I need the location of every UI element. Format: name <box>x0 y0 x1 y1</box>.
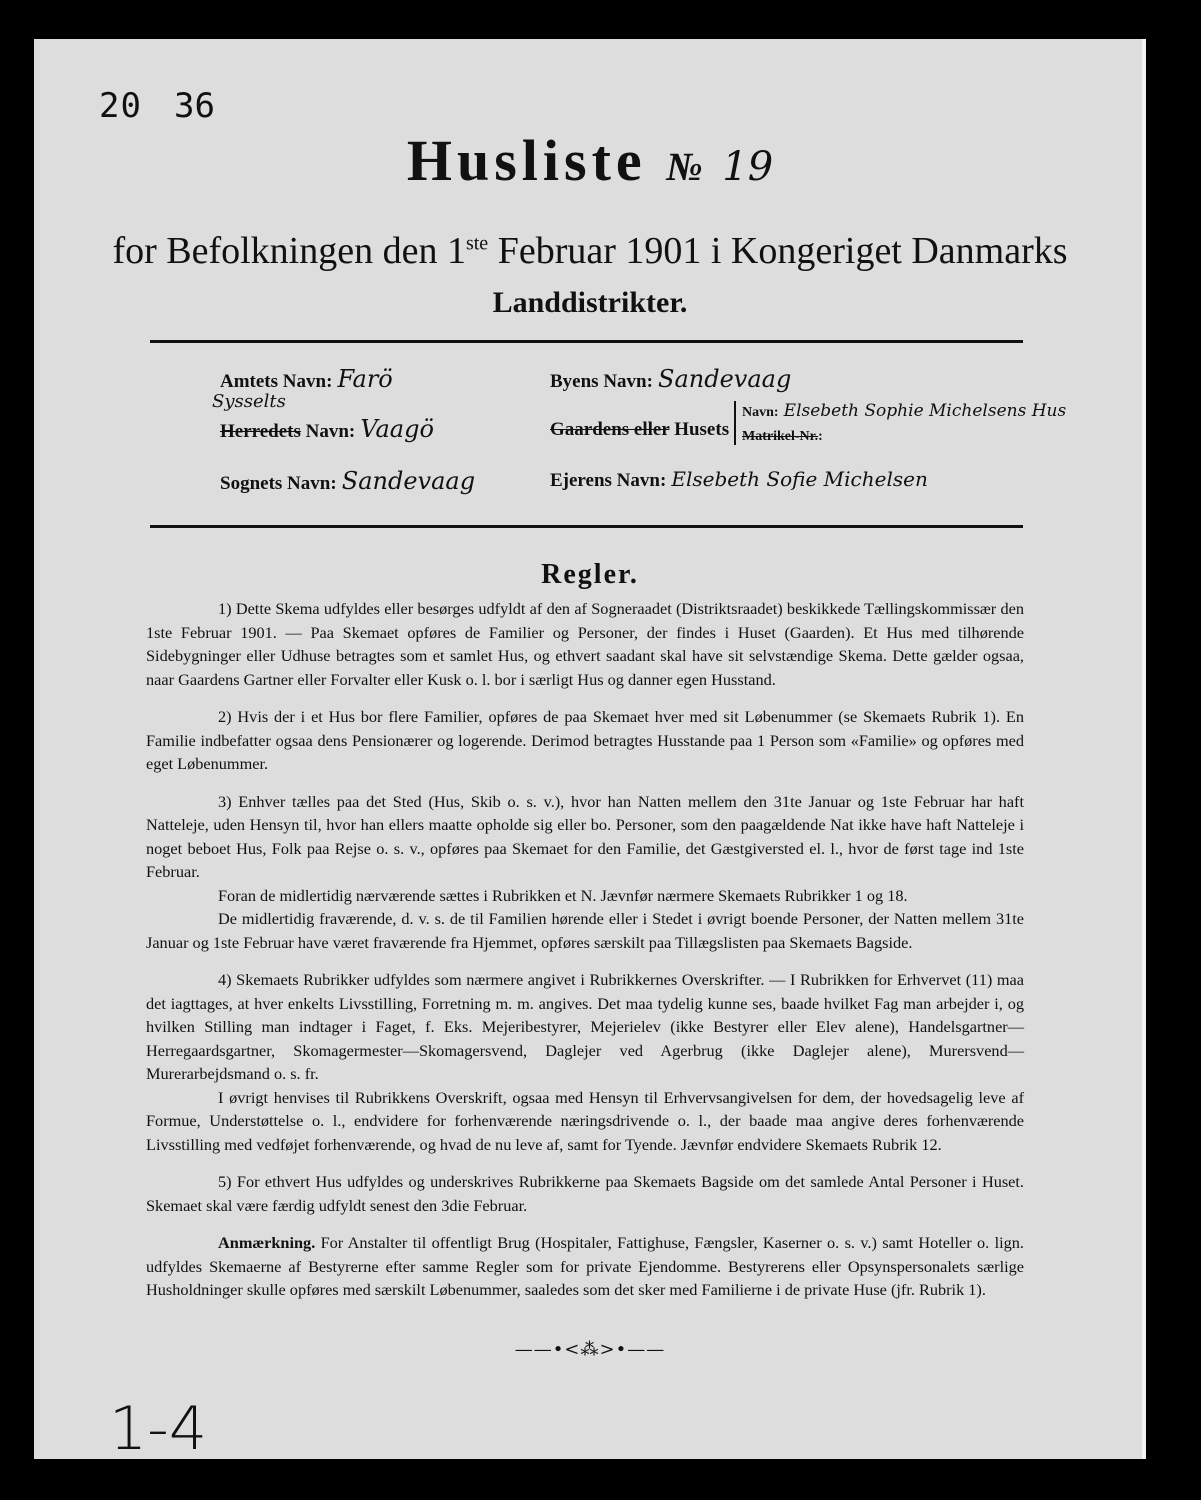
by-value: Sandevaag <box>658 365 792 393</box>
census-form-sheet <box>34 39 1146 1464</box>
form-subtitle <box>34 229 1146 273</box>
gaard-label-struck: Gaardens eller <box>550 419 670 440</box>
rule-1: 1) Dette Skema udfyldes eller besørges udfyldt af den af Sogneraadet (Distriktsraadet) beskikkede Tællingskommissær den 1ste Februar 1901. — Paa Skemaet opføres de Familier og Personer, der findes i Huset (Gaarden). Et Hus med tilhørende Sidebygninger eller Udhuse betragtes som et samlet Hus, og ethvert saadant skal have sit selvstændige Skema. Dette gælder ogsaa, naar Gaardens Gartner eller Forvalter eller Kusk o. l. bor i særligt Hus og danner egen Husstand. <box>146 599 1024 689</box>
subtitle-b: Februar 1901 i Kongeriget Danmarks <box>488 230 1068 272</box>
rule-2: 2) Hvis der i et Hus bor flere Familier, opføres de paa Skemaet hver med sit Løbenummer (se Skemaets Rubrik 1). En Familie indbefatter ogsaa dens Pensionærer og logerende. Derimod betragtes Husstande paa 1 Person som «Familie» og opføres med eget Løbenummer. <box>146 707 1024 773</box>
form-subtitle-districts: Landdistrikter. <box>492 286 688 319</box>
subtitle-a: for Befolkningen den 1 <box>112 230 466 272</box>
herred-label: Navn: <box>300 421 356 442</box>
by-field <box>550 365 791 393</box>
stamp-number-right: 36 <box>174 86 215 126</box>
rule-4a: 4) Skemaets Rubrikker udfyldes som nærmere angivet i Rubrikkernes Overskrifter. — I Rubrikken for Erhvervet (11) maa det iagttages, at hver enkelts Livsstilling, Forretning m. m. angives. Det maa tydelig kunne ses, baade hvilket Fag man arbejder i, og hvilken Stilling man indtager i Faget, f. Eks. Mejeribestyrer, Mejerielev (ikke Bestyrer eller Elev alene), Handelsgartner—Herregaardsgartner, Skomagermester—Skomagersvend, Daglejer ved Agerbrug (ikke Daglejer alene), Murersvend—Murerarbejdsmand o. s. fr. <box>146 970 1024 1083</box>
matrikel-label-struck: Matrikel-Nr. <box>742 429 819 444</box>
amt-field <box>220 365 393 393</box>
subtitle-sup: ste <box>465 232 489 255</box>
stamp-number-left: 20 <box>99 86 142 126</box>
herred-prefix <box>212 391 286 412</box>
sogn-label: Sognets Navn: <box>220 473 337 494</box>
sogn-field <box>220 467 475 495</box>
ejer-field <box>550 467 928 492</box>
note <box>146 1231 1024 1302</box>
navn-label: Navn: <box>742 405 779 420</box>
note-label: Anmærkning. <box>218 1233 316 1252</box>
rule-3b: Foran de midlertidig nærværende sættes i Rubrikken et N. Jævnfør nærmere Skemaets Rubrikker 1 og 18. <box>218 885 908 905</box>
rule-5: 5) For ethvert Hus udfyldes og underskrives Rubrikkerne paa Skemaets Bagside om det samlede Antal Personer i Huset. Skemaet skal være færdig udfyldt senest den 3die Februar. <box>146 1172 1024 1215</box>
rules-title: Regler. <box>541 559 639 590</box>
sogn-value: Sandevaag <box>341 467 476 495</box>
middle-rule <box>150 525 1023 528</box>
rule-3a: 3) Enhver tælles paa det Sted (Hus, Skib o. s. v.), hvor han Natten mellem den 31te Januar og 1ste Februar har haft Natteleje, uden Hensyn til, hvor han ellers maatte opholde sig eller bo. Personer, som den paagældende Nat ikke have haft Natteleje i noget beboet Hus, Folk paa Rejse o. s. v., opføres paa Skemaet for den Familie, det Gæstgiversted el. l., hvor de først tage ind 1ste Februar. <box>146 791 1024 881</box>
rules-body <box>146 597 1024 1302</box>
herred-field <box>220 415 434 443</box>
handwritten-footer-mark: 1-4 <box>109 1394 207 1464</box>
amt-value: Farö <box>337 365 393 393</box>
title-text: Husliste <box>406 128 647 193</box>
rule-3c: De midlertidig fraværende, d. v. s. de til Familien hørende eller i Stedet i øvrigt boende Personer, der Natten mellem 31te Januar og 1ste Februar have været fraværende fra Hjemmet, opføres særskilt paa Tillægslisten paa Skemaets Bagside. <box>146 909 1024 952</box>
top-rule <box>150 340 1023 343</box>
gaard-label: Husets <box>669 419 730 440</box>
herred-prefix-text: Sysselts <box>212 391 286 412</box>
by-label: Byens Navn: <box>550 371 653 392</box>
navn-value: Elsebeth Sophie Michelsens Hus <box>783 401 1067 421</box>
gaard-field <box>550 419 729 441</box>
number-prefix: № <box>666 144 703 189</box>
amt-label: Amtets Navn: <box>220 371 333 392</box>
note-text: For Anstalter til offentligt Brug (Hospitaler, Fattighuse, Fængsler, Kaserner o. s. v.) samt Hoteller o. lign. udfyldes Skemaerne af Bestyrerne efter samme Regler som for private Ejendomme. Bestyrerens eller Opsynspersonalets særlige Husholdninger skulle opføres med særskilt Løbenummer, saaledes som det sker med Familierne i de private Huse (jfr. Rubrik 1). <box>146 1233 1024 1299</box>
ejer-label: Ejerens Navn: <box>550 470 667 491</box>
herred-label-struck: Herredets <box>220 421 301 442</box>
gaard-subfields <box>734 401 1066 445</box>
ejer-value: Elsebeth Sofie Michelsen <box>671 467 928 491</box>
matrikel-label: : <box>818 429 823 444</box>
ornament-divider: ——•<⁂>•—— <box>514 1339 666 1360</box>
house-number: 19 <box>722 144 774 190</box>
herred-value: Vaagö <box>360 415 434 443</box>
rule-4b: I øvrigt henvises til Rubrikkens Overskrift, ogsaa med Hensyn til Erhvervsangivelsen for dem, der hovedsagelig leve af Formue, Understøttelse o. l., endvidere for forhenværende næringsdrivende o. l., der baade maa angive deres forhenværende Livsstilling med vedføjet forhenværende, og hvad de nu leve af, samt for Tyende. Jævnfør endvidere Skemaets Rubrik 12. <box>146 1087 1024 1154</box>
form-title <box>34 127 1146 194</box>
